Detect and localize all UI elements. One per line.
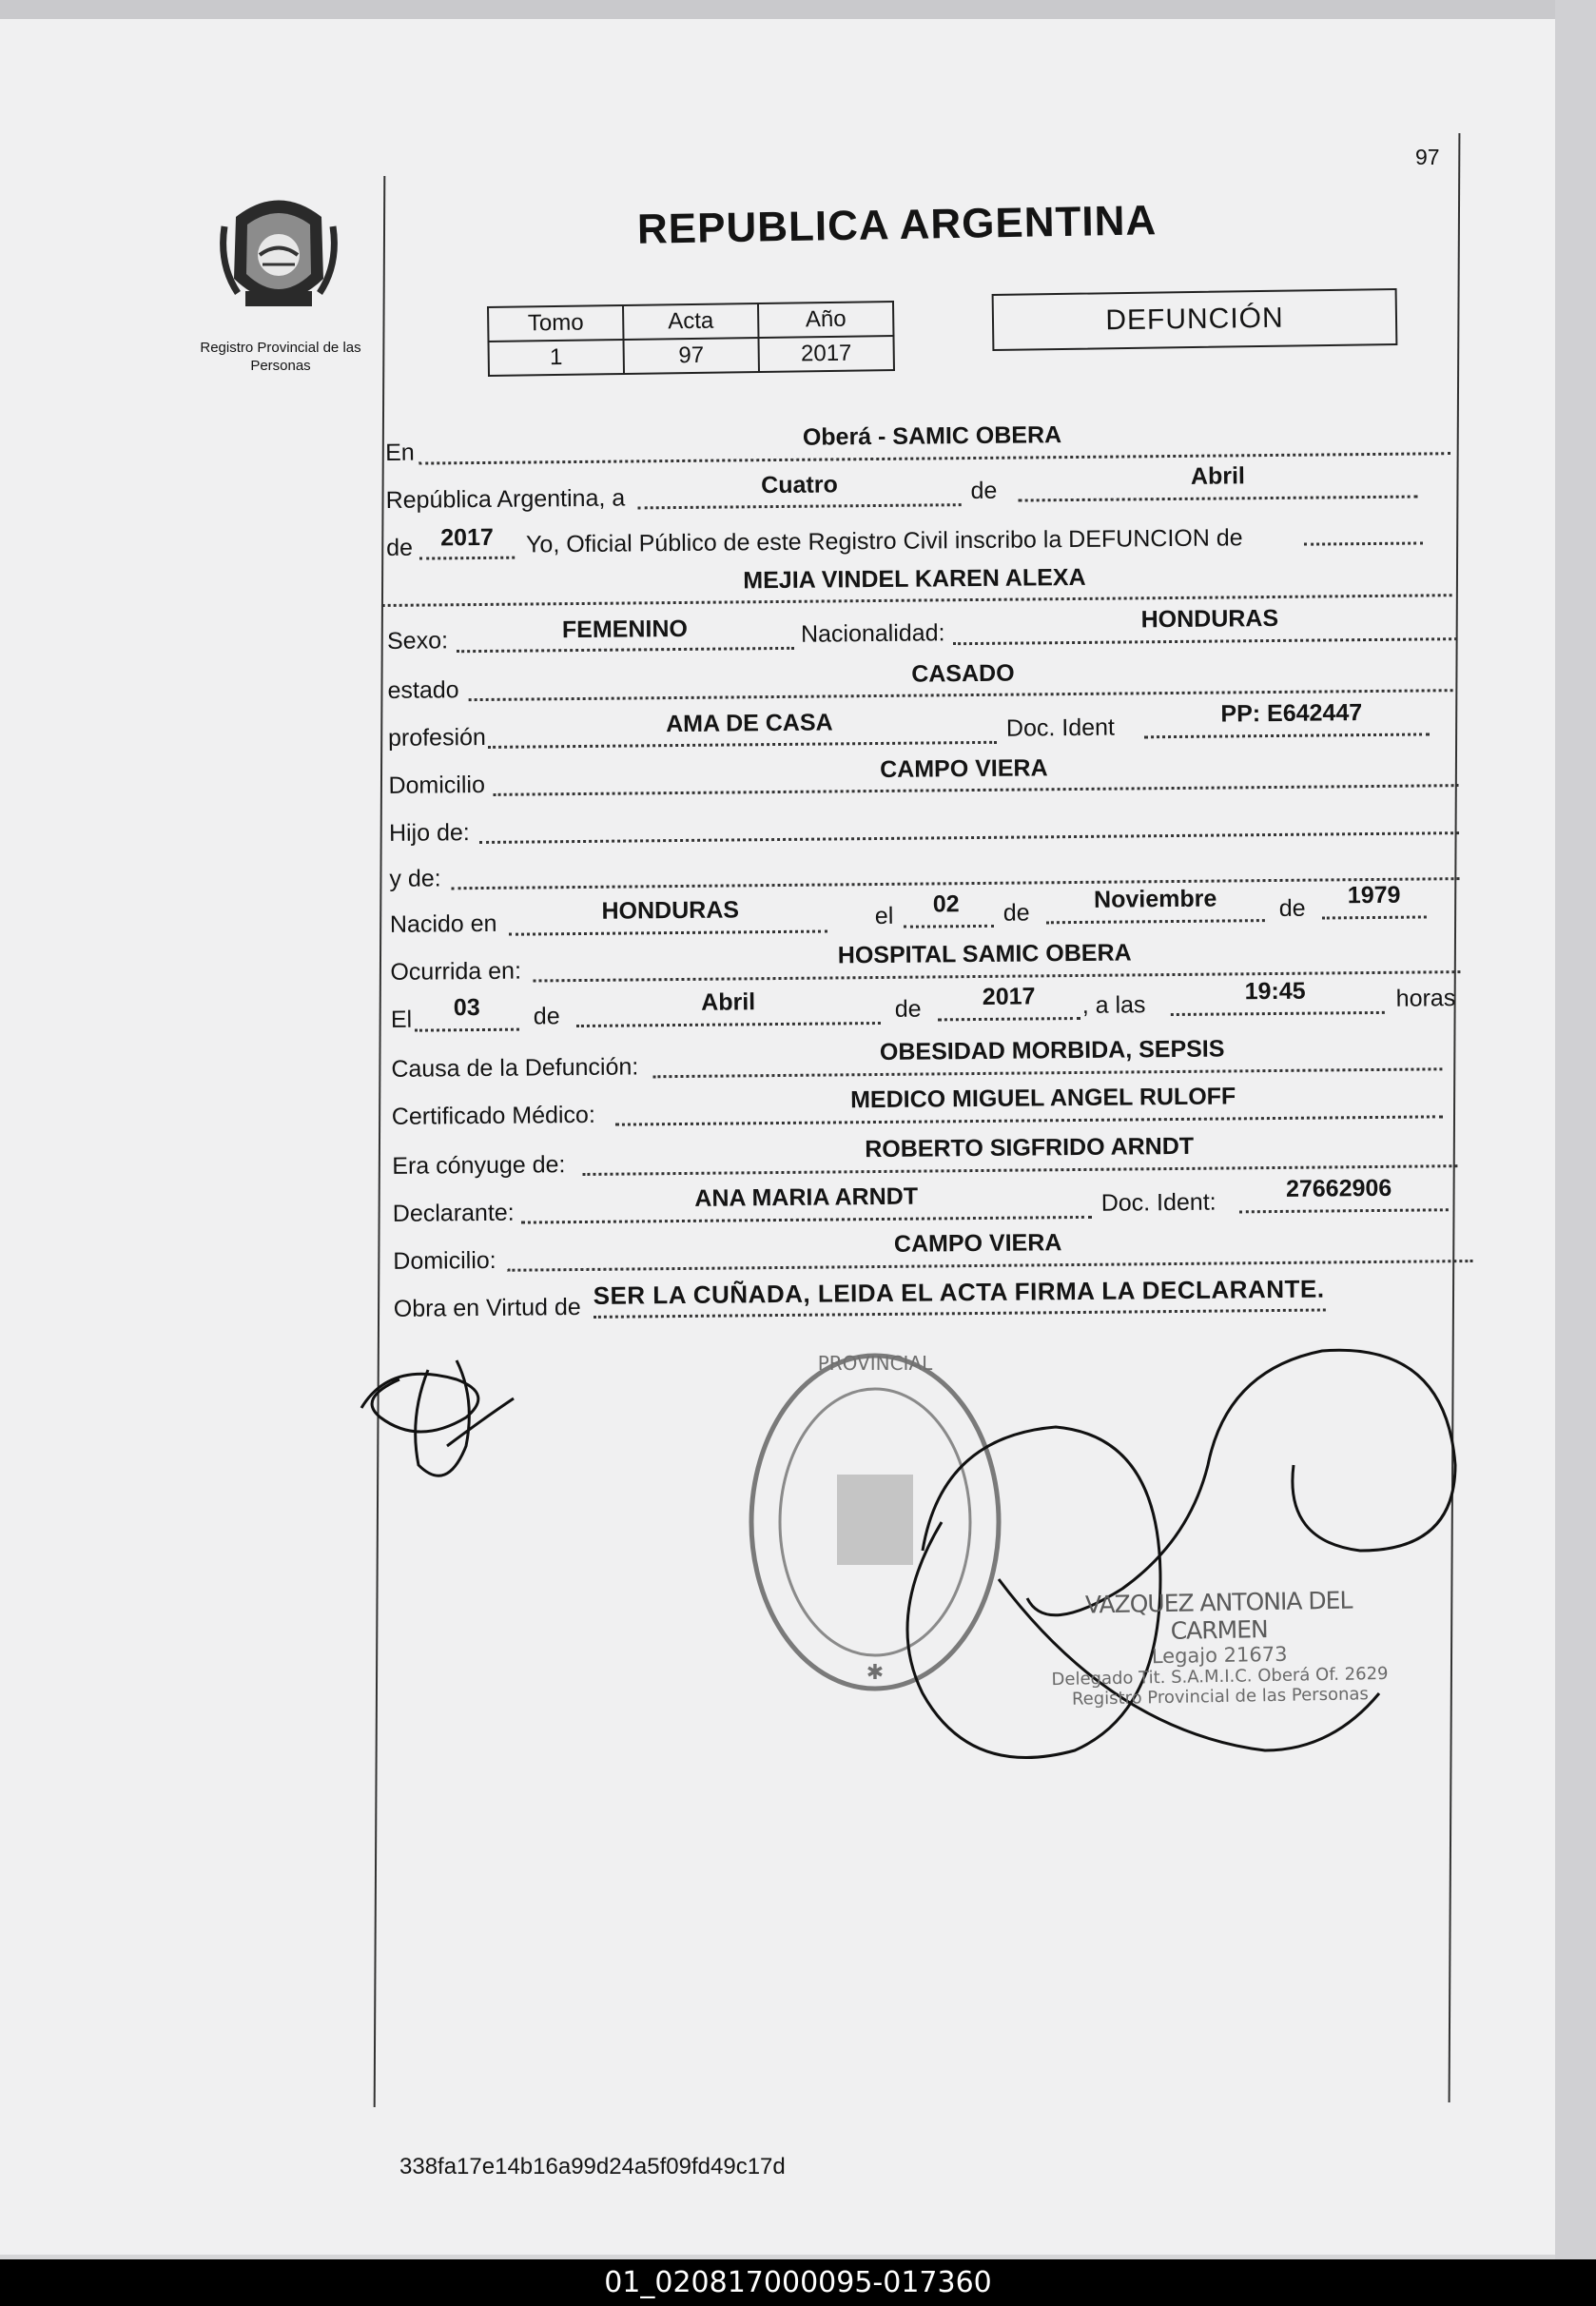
reference-header-row bbox=[488, 302, 893, 342]
el-label: el bbox=[874, 902, 894, 930]
year-prefix-label: de bbox=[385, 534, 414, 561]
en-value: Oberá - SAMIC OBERA bbox=[802, 421, 1062, 451]
ocurrida-value: HOSPITAL SAMIC OBERA bbox=[837, 939, 1132, 969]
doc2-value: 27662906 bbox=[1285, 1174, 1392, 1202]
en-label: En bbox=[385, 439, 415, 466]
official-signature bbox=[885, 1332, 1493, 1788]
causa-value: OBESIDAD MORBIDA, SEPSIS bbox=[879, 1035, 1225, 1065]
nac-anio-value: 1979 bbox=[1347, 881, 1401, 909]
reference-value-tomo: 1 bbox=[489, 340, 624, 376]
act-type-box: DEFUNCIÓN bbox=[992, 288, 1398, 351]
profesion-label: profesión bbox=[387, 723, 487, 752]
document-hash: 338fa17e14b16a99d24a5f09fd49c17d bbox=[399, 2154, 786, 2179]
declarant-signature bbox=[352, 1341, 533, 1494]
domicilio2-label: Domicilio: bbox=[393, 1246, 496, 1275]
causa-label: Causa de la Defunción: bbox=[391, 1053, 639, 1083]
def-anio-value: 2017 bbox=[982, 983, 1036, 1010]
provincial-seal-logo bbox=[217, 188, 341, 322]
nac-dia-value: 02 bbox=[932, 890, 960, 918]
declarante-label: Declarante: bbox=[392, 1199, 515, 1227]
de-label: de bbox=[970, 477, 998, 505]
doc-label: Doc. Ident bbox=[1005, 713, 1116, 742]
dia-value: Cuatro bbox=[761, 471, 838, 499]
def-de2-label: de bbox=[894, 995, 922, 1023]
domicilio-value: CAMPO VIERA bbox=[880, 754, 1048, 783]
domicilio-label: Domicilio bbox=[388, 771, 486, 799]
alas-label: , a las bbox=[1081, 991, 1146, 1019]
sexo-label: Sexo: bbox=[386, 627, 449, 655]
certificado-label: Certificado Médico: bbox=[391, 1101, 595, 1130]
nac-mes-value: Noviembre bbox=[1093, 885, 1217, 913]
def-de-label: de bbox=[533, 1003, 560, 1030]
reference-value-row bbox=[489, 336, 894, 376]
doc2-label: Doc. Ident: bbox=[1100, 1188, 1216, 1217]
def-dia-value: 03 bbox=[453, 994, 480, 1022]
reference-header-tomo: Tomo bbox=[488, 305, 623, 342]
year-value: 2017 bbox=[440, 523, 494, 552]
obra-label: Obra en Virtud de bbox=[393, 1294, 581, 1322]
hijo-label: Hijo de: bbox=[388, 819, 470, 847]
scan-top-edge bbox=[0, 0, 1596, 21]
scan-right-edge bbox=[1555, 0, 1596, 2259]
horas-label: horas bbox=[1395, 985, 1456, 1012]
ocurrida-label: Ocurrida en: bbox=[390, 957, 522, 986]
footer-id: 01_020817000095-017360 bbox=[604, 2266, 992, 2299]
domicilio2-value: CAMPO VIERA bbox=[893, 1229, 1062, 1258]
inscribo-text: Yo, Oficial Público de este Registro Civil inscribo la DEFUNCION de bbox=[525, 524, 1243, 558]
reference-value-acta: 97 bbox=[624, 338, 759, 374]
nombre-value: MEJIA VINDEL KAREN ALEXA bbox=[743, 563, 1086, 595]
nacionalidad-value: HONDURAS bbox=[1140, 604, 1279, 634]
profesion-value: AMA DE CASA bbox=[666, 709, 833, 738]
nac-de-label: de bbox=[1002, 899, 1030, 927]
official-registro: Registro Provincial de las Personas bbox=[1071, 1684, 1369, 1710]
estado-value: CASADO bbox=[911, 659, 1015, 688]
official-name-stamp bbox=[1038, 1586, 1401, 1710]
reference-value-anio: 2017 bbox=[758, 336, 893, 372]
seal-caption: Registro Provincial de las Personas bbox=[200, 340, 361, 374]
sexo-value: FEMENINO bbox=[561, 615, 689, 644]
official-cargo: Delegado Tit. S.A.M.I.C. Oberá Of. 2629 bbox=[1051, 1663, 1389, 1690]
hora-value: 19:45 bbox=[1244, 977, 1306, 1006]
nacionalidad-label: Nacionalidad: bbox=[800, 619, 945, 648]
nac-de2-label: de bbox=[1278, 894, 1306, 922]
el2-label: El bbox=[390, 1006, 413, 1033]
declarante-value: ANA MARIA ARNDT bbox=[694, 1182, 919, 1212]
svg-text:✱: ✱ bbox=[866, 1661, 885, 1685]
svg-text:PROVINCIAL: PROVINCIAL bbox=[817, 1352, 933, 1375]
conyuge-label: Era cónyuge de: bbox=[392, 1151, 566, 1180]
obra-value: SER LA CUÑADA, LEIDA EL ACTA FIRMA LA DECLARANTE. bbox=[593, 1274, 1325, 1310]
reference-header-anio: Año bbox=[758, 302, 893, 338]
doc-value: PP: E642447 bbox=[1220, 699, 1363, 728]
nacido-label: Nacido en bbox=[389, 909, 497, 938]
official-name: VAZQUEZ ANTONIA DEL CARMEN bbox=[1084, 1586, 1353, 1645]
reference-header-acta: Acta bbox=[623, 303, 758, 340]
certificado-value: MEDICO MIGUEL ANGEL RULOFF bbox=[850, 1083, 1236, 1114]
document-title: REPUBLICA ARGENTINA bbox=[636, 197, 1158, 253]
republica-label: República Argentina, a bbox=[385, 484, 626, 514]
nacido-value: HONDURAS bbox=[601, 896, 740, 925]
footer-bar bbox=[0, 2259, 1596, 2306]
page-number: 97 bbox=[1415, 145, 1440, 169]
yde-label: y de: bbox=[389, 865, 441, 892]
mes-value: Abril bbox=[1190, 462, 1246, 490]
official-legajo: Legajo 21673 bbox=[1151, 1642, 1288, 1669]
conyuge-value: ROBERTO SIGFRIDO ARNDT bbox=[865, 1132, 1195, 1163]
reference-table bbox=[487, 301, 895, 377]
estado-label: estado bbox=[387, 676, 459, 704]
def-mes-value: Abril bbox=[701, 988, 756, 1016]
